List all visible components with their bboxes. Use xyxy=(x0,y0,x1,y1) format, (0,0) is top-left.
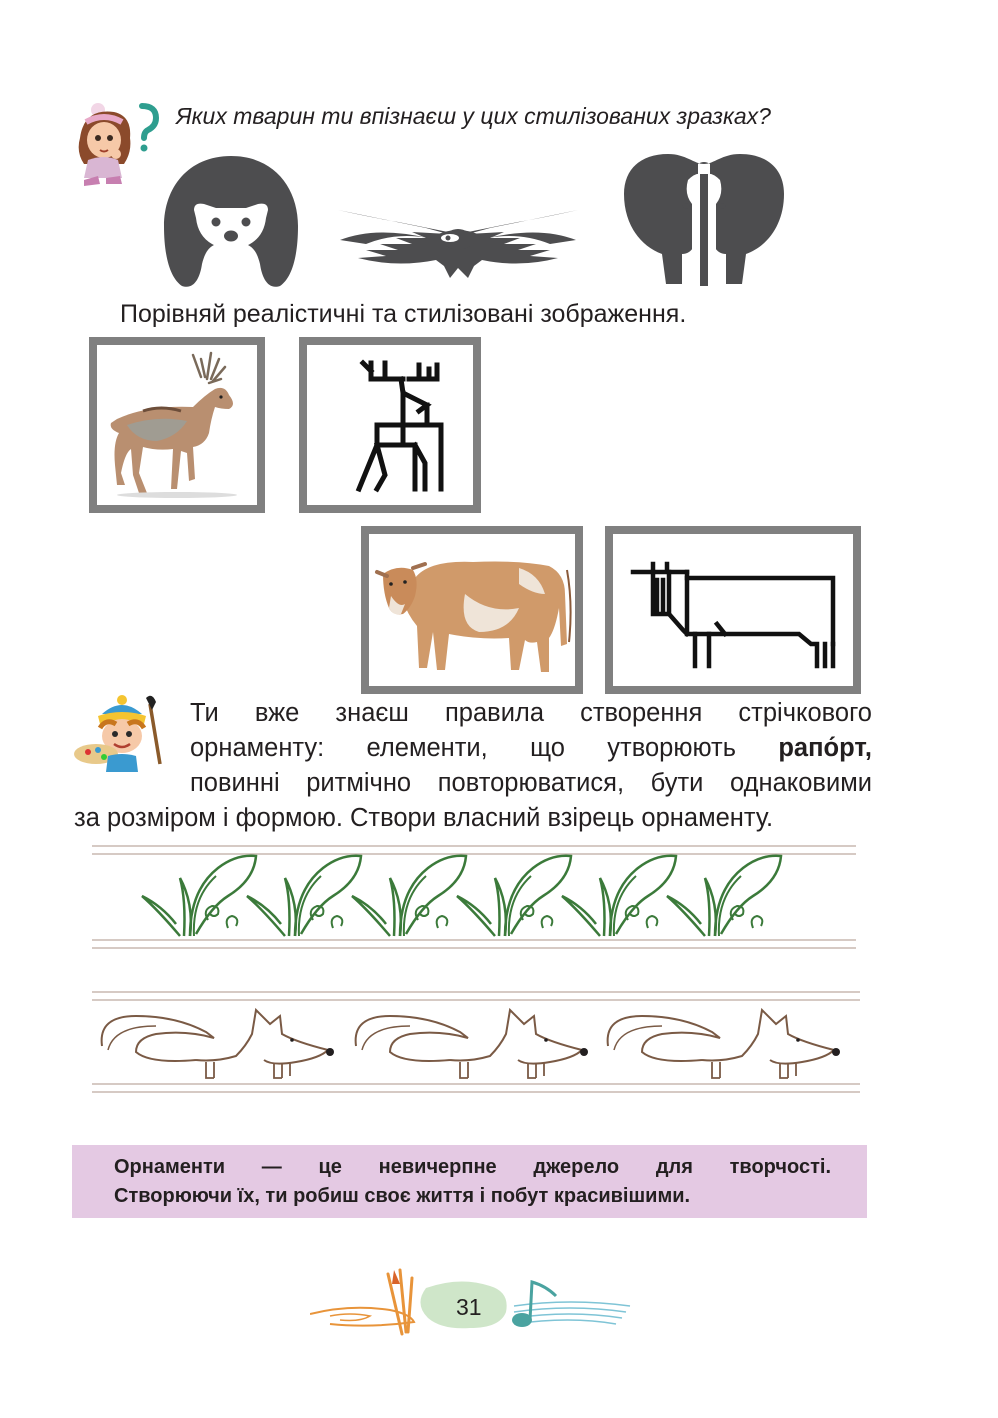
note-line-1: Орнаменти — це невичерпне джерело для творчості. xyxy=(114,1156,831,1178)
leaf-motif-1 xyxy=(142,856,256,936)
rules-line-2-start: орнаменту: елементи, що утворюють xyxy=(190,734,736,762)
page-number: 31 xyxy=(456,1294,482,1320)
stylized-bear-silhouette xyxy=(160,152,302,290)
realistic-cow-image xyxy=(369,534,575,686)
fox-ornament-band xyxy=(92,986,860,1098)
leaf-motif-5 xyxy=(562,856,676,936)
boy-with-paintbrush-icon xyxy=(72,694,180,776)
fox-motif-2 xyxy=(356,1010,588,1078)
rapport-term: рапо́рт, xyxy=(778,734,872,762)
rules-line-1: Ти вже знаєш правила створення стрічкового xyxy=(190,699,872,727)
fox-motif-1 xyxy=(102,1010,334,1078)
leaf-motif-3 xyxy=(352,856,466,936)
rules-line-4: за розміром і формою. Створи власний взірець орнаменту. xyxy=(74,804,774,832)
stylized-eagle-silhouette xyxy=(336,186,580,284)
rules-line-2 xyxy=(190,731,872,766)
realistic-cow-frame xyxy=(361,526,583,694)
stylized-cow-drawing xyxy=(613,534,853,686)
stylized-deer-drawing xyxy=(307,345,473,505)
rules-paragraph-last xyxy=(74,801,773,836)
leaf-motif-6 xyxy=(667,856,781,936)
stylized-deer-frame xyxy=(299,337,481,513)
leaf-motif-4 xyxy=(457,856,571,936)
note-box xyxy=(72,1145,867,1218)
compare-instruction: Порівняй реалістичні та стилізовані зображення. xyxy=(120,300,687,328)
realistic-deer-image xyxy=(97,345,257,505)
girl-with-question-mark-icon xyxy=(72,98,168,190)
stylized-elephant-silhouette xyxy=(618,150,790,288)
stylized-cow-frame xyxy=(605,526,861,694)
fox-motif-3 xyxy=(608,1010,840,1078)
rules-paragraph xyxy=(190,696,872,801)
rules-line-3: повинні ритмічно повторюватися, бути однаковими xyxy=(190,769,872,797)
realistic-deer-frame xyxy=(89,337,265,513)
note-line-2: Створюючи їх, ти робиш своє життя і побут красивішими. xyxy=(114,1185,691,1207)
leaf-ornament-band xyxy=(92,840,856,954)
question-text: Яких тварин ти впізнаєш у цих стилізованих зразках? xyxy=(176,103,771,129)
leaf-motif-2 xyxy=(247,856,361,936)
